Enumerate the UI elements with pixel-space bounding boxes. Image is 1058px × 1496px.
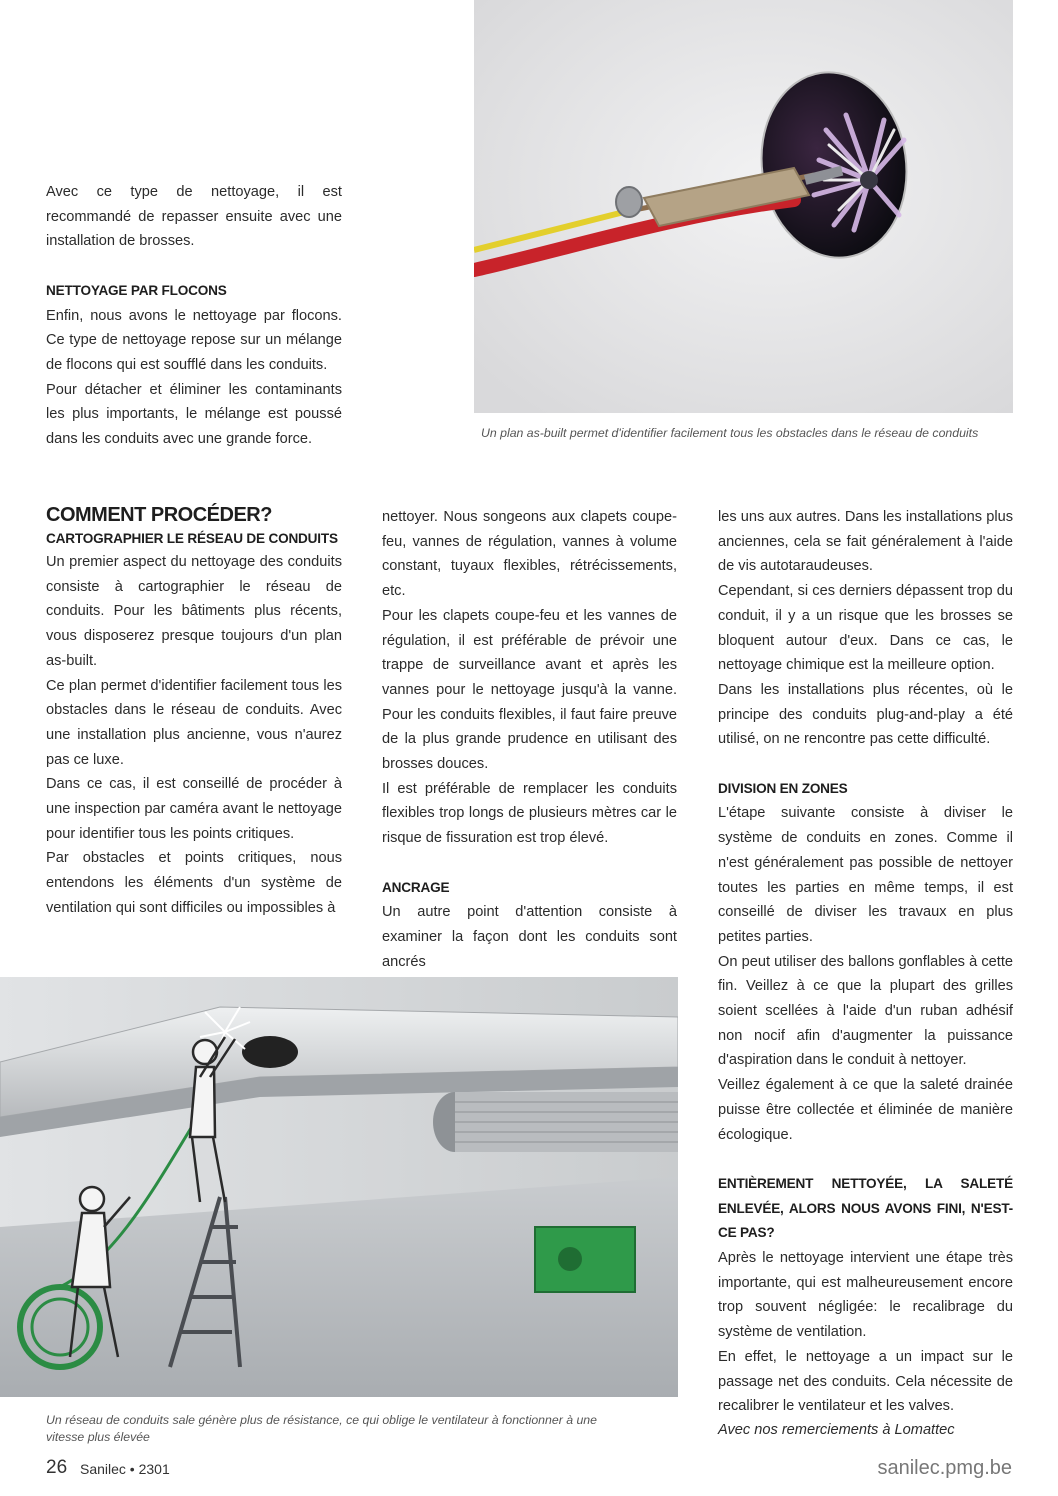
column-3-paragraph-3: Dans les installations plus récentes, où le principe des conduits plug-and-play a été utilisé, on ne rencontre pas cette difficulté. xyxy=(718,681,1013,748)
column-1-paragraph-3: Dans ce cas, il est conseillé de procéder à une inspection par caméra avant le nettoyage pour identifier tous les points critiques. xyxy=(46,776,342,842)
section-title: COMMENT PROCÉDER? xyxy=(46,504,272,526)
intro-paragraph: Avec ce type de nettoyage, il est recommandé de repasser ensuite avec une installation de brosses. xyxy=(46,184,342,250)
flocons-paragraph-2: Pour détacher et éliminer les contaminants les plus importants, le mélange est poussé dans les conduits avec une grande force. xyxy=(46,381,342,448)
division-heading: DIVISION EN ZONES xyxy=(718,780,848,796)
photo-duct-cleaning-scene xyxy=(0,977,678,1397)
column-3-paragraph-4: L'étape suivante consiste à diviser le système de conduits en zones. Comme il n'est généralement pas possible de nettoyer toutes les parties en même temps, il est conseillé de diviser les travaux en plus petites parties. xyxy=(718,805,1013,945)
photo-duct-brush xyxy=(474,0,1013,413)
thanks-note: Avec nos remerciements à Lomattec xyxy=(718,1422,955,1438)
column-2-paragraph-1: nettoyer. Nous songeons aux clapets coupe-feu, vannes de régulation, vannes à volume constant, tuyaux flexibles, rétrécissements, etc. xyxy=(382,509,677,600)
intro-column xyxy=(46,180,342,452)
column-3-paragraph-8: En effet, le nettoyage a un impact sur le passage net des conduits. Cela nécessite de recalibrer le ventilateur et les valves. xyxy=(718,1348,1013,1415)
column-2-paragraph-2: Pour les clapets coupe-feu et les vannes de régulation, il est préférable de prévoir une trappe de surveillance avant et après les vannes pour le nettoyage jusqu'à la vanne. Pour les conduits flexibles, il faut faire preuve de la plus grande prudence en utilisant des brosses douces. xyxy=(382,607,677,773)
column-1-paragraph-4: Par obstacles et points critiques, nous entendons les éléments d'un système de ventilation qui sont difficiles ou impossibles à xyxy=(46,850,342,916)
column-1-paragraph-1: Un premier aspect du nettoyage des conduits consiste à cartographier le réseau de conduits. Pour les bâtiments plus récents, vous disposerez presque toujours d'un plan as-built. xyxy=(46,554,342,669)
final-heading: ENTIÈREMENT NETTOYÉE, LA SALETÉ ENLEVÉE, ALORS NOUS AVONS FINI, N'EST-CE PAS? xyxy=(718,1175,1013,1241)
flocons-paragraph-1: Enfin, nous avons le nettoyage par flocons. Ce type de nettoyage repose sur un mélange de flocons qui est soufflé dans les conduits. xyxy=(46,307,342,373)
column-1-paragraph-2: Ce plan permet d'identifier facilement tous les obstacles dans le réseau de conduits. Avec une installation plus ancienne, vous n'aurez pas ce luxe. xyxy=(46,677,342,768)
duct-brush-illustration xyxy=(474,0,1013,413)
column-3-paragraph-1: les uns aux autres. Dans les installations plus anciennes, cela se fait généralement à l'aide de vis autotaraudeuses. xyxy=(718,509,1013,575)
column-3-paragraph-2: Cependant, si ces derniers dépassent trop du conduit, il y a un risque que les brosses se bloquent autour d'eux. Dans ce cas, le nettoyage chimique est la meilleure option. xyxy=(718,583,1013,674)
column-3-paragraph-7: Après le nettoyage intervient une étape très importante, qui est malheureusement encore trop souvent négligée: le recalibrage du système de ventilation. xyxy=(718,1250,1013,1341)
column-1 xyxy=(46,502,342,921)
photo-top-caption: Un plan as-built permet d'identifier facilement tous les obstacles dans le réseau de conduits xyxy=(481,426,979,440)
duct-cleaning-illustration xyxy=(0,977,678,1397)
ancrage-heading: ANCRAGE xyxy=(382,879,450,895)
magazine-issue: Sanilec • 2301 xyxy=(80,1461,170,1477)
column-2-paragraph-4: Un autre point d'attention consiste à examiner la façon dont les conduits sont ancrés xyxy=(382,904,677,970)
website-link[interactable]: sanilec.pmg.be xyxy=(877,1457,1012,1479)
photo-bottom-caption: Un réseau de conduits sale génère plus de résistance, ce qui oblige le ventilateur à fonctionner à une vitesse plus élevée xyxy=(46,1413,597,1444)
column-3-paragraph-6: Veillez également à ce que la saleté drainée puisse être collectée et éliminée de manière écologique. xyxy=(718,1077,1013,1143)
flocons-heading: NETTOYAGE PAR FLOCONS xyxy=(46,282,227,298)
column-2-paragraph-3: Il est préférable de remplacer les conduits flexibles trop longs de plusieurs mètres car le risque de fissuration est trop élevé. xyxy=(382,780,677,847)
column-3 xyxy=(718,505,1013,1419)
page-number: 26 xyxy=(46,1457,68,1478)
cartography-heading: CARTOGRAPHIER LE RÉSEAU DE CONDUITS xyxy=(46,531,338,546)
column-3-paragraph-5: On peut utiliser des ballons gonflables à cette fin. Veillez à ce que la plupart des grilles soient scellées à l'aide d'un ruban adhésif non nocif afin d'augmenter la puissance d'aspiration dans le conduit à nettoyer. xyxy=(718,953,1013,1069)
column-2 xyxy=(382,505,677,974)
